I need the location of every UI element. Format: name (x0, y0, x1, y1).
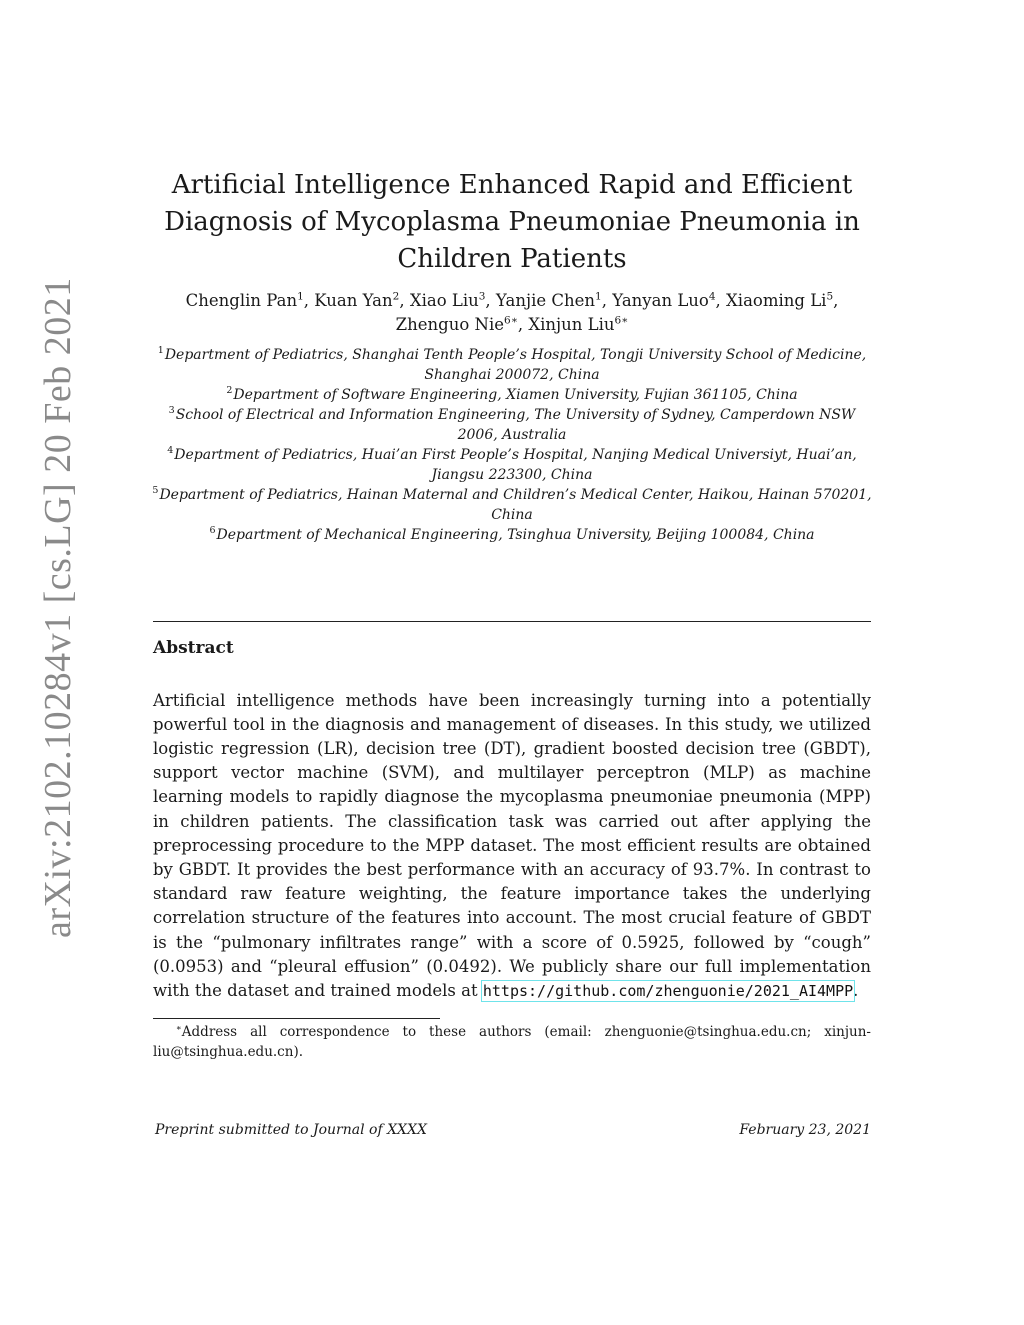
affiliation-text: Department of Mechanical Engineering, Tsinghua University, Beijing 100084, China (216, 527, 815, 543)
footnote-mark: ∗ (176, 1023, 182, 1034)
footer-date: February 23, 2021 (739, 1122, 871, 1138)
author-name: Yanyan Luo (612, 291, 709, 310)
section-divider (153, 621, 871, 622)
abstract-text: Artificial intelligence methods have been increasingly turning into a potentially powerful tool in the diagnosis and management of diseases. In this study, we utilized logistic regression (LR), decision tree (DT), gradient boosted decision tree (GBDT), support vector machine (SVM), and multilayer perceptron (MLP) as machine learning models to rapidly diagnose the mycoplasma pneumoniae pneumonia (MPP) in children patients. The classification task was carried out after applying the preprocessing procedure to the MPP dataset. The most efficient results are obtained by GBDT. It provides the best performance with an accuracy of 93.7%. In contrast to standard raw feature weighting, the feature importance takes the underlying correlation structure of the features into account. The most crucial feature of GBDT is the “pulmonary infiltrates range” with a score of 0.5925, followed by “cough” (0.0953) and “pleural effusion” (0.0492). We publicly share our full implementation with the dataset and trained models at (153, 690, 871, 1000)
author-list: Chenglin Pan$^1$, Kuan Yan$^2$, Xiao Liu$^3$, Yanjie Chen$^1$, Yanyan Luo$^4$, Xiaoming Li$^5$, Zhenguo Nie$^{6∗}$, Xinjun Liu$^{6∗}$ (185, 290, 839, 334)
author-affil-mark: 2 (392, 290, 400, 303)
title-line: Diagnosis of Mycoplasma Pneumoniae Pneumonia in (164, 207, 860, 238)
author-affil-mark: 1 (595, 290, 602, 303)
abstract-body (153, 689, 871, 1004)
affiliation (150, 385, 874, 405)
affiliation (150, 405, 874, 445)
affiliation-text: Department of Pediatrics, Huai’an First People’s Hospital, Nanjing Medical Universiyt, Huai’an, Jiangsu 223300, China (174, 447, 857, 483)
author-name: Xiaoming Li (726, 291, 827, 310)
correspondence-footnote (153, 1022, 871, 1062)
arxiv-identifier-stamp: arXiv:2102.10284v1 [cs.LG] 20 Feb 2021 (37, 277, 79, 938)
affiliation-number: 1 (157, 345, 164, 357)
author-name: Zhenguo Nie (395, 315, 505, 334)
author-name: Xinjun Liu (528, 315, 615, 334)
footnote-divider (153, 1018, 440, 1019)
author-name: Xiao Liu (409, 291, 479, 310)
affiliation (150, 345, 874, 385)
affiliation-text: Department of Software Engineering, Xiamen University, Fujian 361105, China (233, 387, 798, 403)
author-affil-mark: 6∗ (504, 314, 518, 327)
author-affil-mark: 3 (478, 290, 486, 303)
author-name: Yanjie Chen (495, 291, 596, 310)
author-name: Chenglin Pan (185, 291, 298, 310)
github-link[interactable]: https://github.com/zhenguonie/2021_AI4MPP (482, 981, 854, 1000)
affiliation-text: Department of Pediatrics, Shanghai Tenth People’s Hospital, Tongji University School of Medicine, Shanghai 200072, China (164, 347, 867, 383)
affiliation-text: School of Electrical and Information Engineering, The University of Sydney, Camperdown NSW 2006, Australia (175, 407, 856, 443)
title-line: Children Patients (397, 244, 627, 275)
abstract-end: . (853, 980, 859, 1000)
preprint-note: Preprint submitted to Journal of XXXX (155, 1122, 427, 1138)
affiliation-number: 5 (152, 485, 159, 497)
affiliation-number: 6 (209, 525, 216, 537)
author-affil-mark: 4 (708, 290, 716, 303)
title-line: Artificial Intelligence Enhanced Rapid and Efficient (171, 170, 853, 201)
author-name: Kuan Yan (314, 291, 393, 310)
affiliation (150, 485, 874, 525)
affiliation-list (150, 345, 874, 545)
affiliation (150, 525, 874, 545)
footnote-text: Address all correspondence to these authors (email: zhenguonie@tsinghua.edu.cn; xinjun-liu@tsinghua.edu.cn). (153, 1024, 871, 1060)
author-affil-mark: 6∗ (614, 314, 629, 327)
affiliation-number: 4 (167, 445, 174, 457)
author-affil-mark: 5 (826, 290, 834, 303)
paper-title (150, 167, 874, 278)
affiliation-text: Department of Pediatrics, Hainan Maternal and Children’s Medical Center, Haikou, Hainan 570201, China (159, 487, 872, 523)
affiliation (150, 445, 874, 485)
abstract-heading: Abstract (153, 638, 234, 658)
affiliation-number: 2 (226, 385, 233, 397)
affiliation-number: 3 (168, 405, 175, 417)
author-affil-mark: 1 (297, 290, 304, 303)
